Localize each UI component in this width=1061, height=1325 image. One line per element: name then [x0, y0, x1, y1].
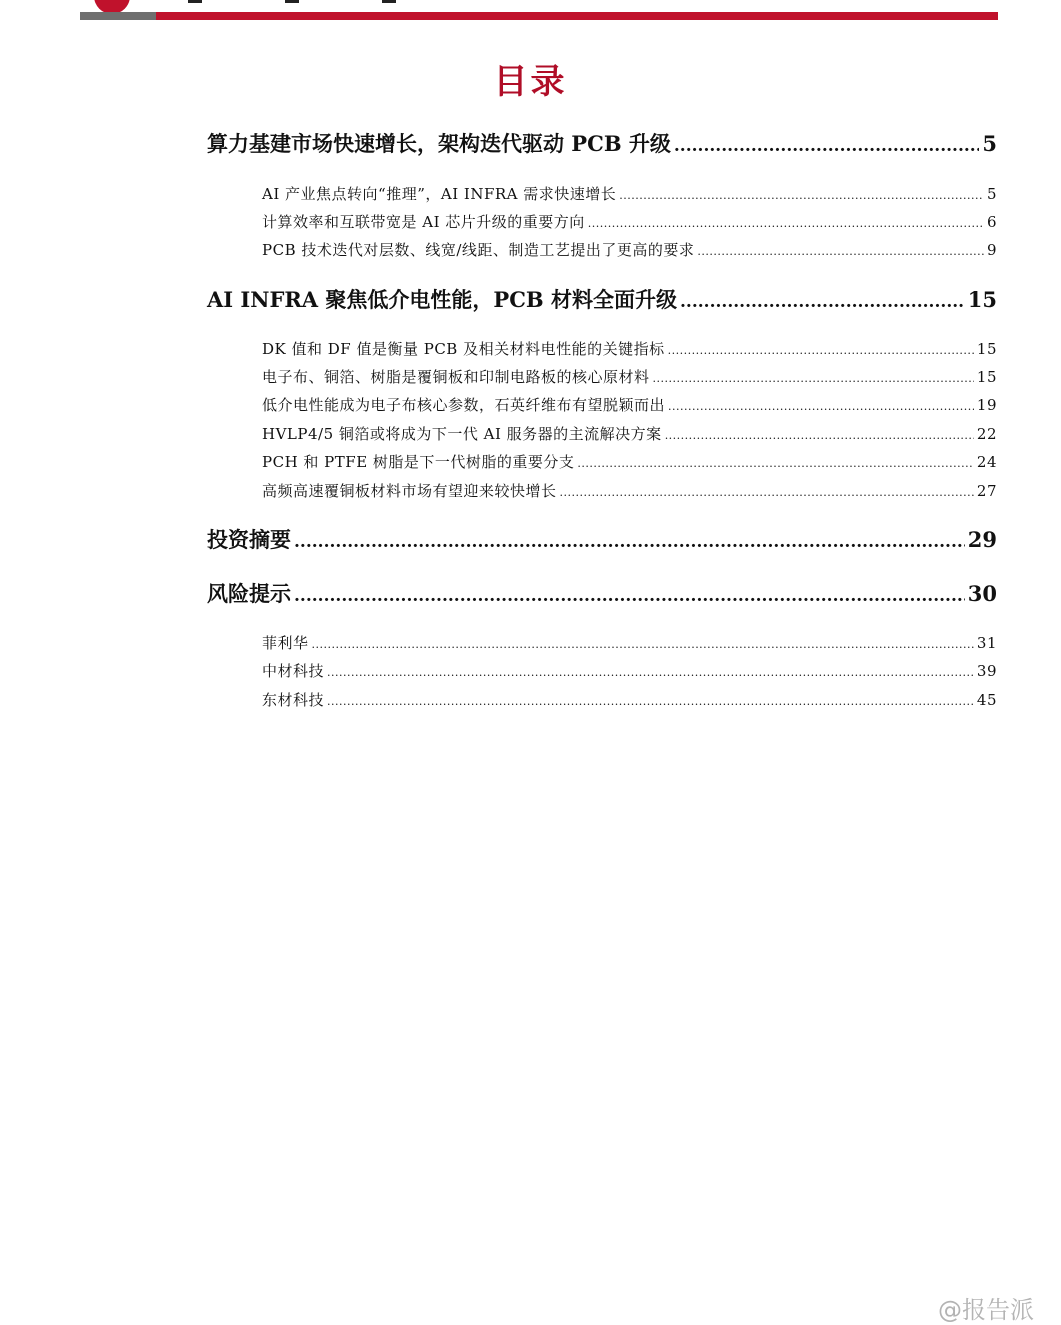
- toc-entry-level2[interactable]: [262, 394, 997, 415]
- toc-page-number: 19: [976, 396, 997, 414]
- leader-dots: [312, 638, 974, 651]
- toc-entry-title: HVLP4/5 铜箔或将成为下一代 AI 服务器的主流解决方案: [262, 425, 662, 443]
- toc-entry-level2[interactable]: [262, 338, 997, 359]
- toc-entry-level2[interactable]: [262, 632, 997, 653]
- header-red-bar: [156, 12, 998, 20]
- toc-entry-title: 东材科技: [262, 691, 325, 709]
- header-fragment-mark: [382, 0, 396, 3]
- toc-entry-title: 菲利华: [262, 634, 309, 652]
- leader-dots: [668, 344, 974, 357]
- leader-dots: [619, 189, 984, 202]
- toc-entry-title: 电子布、铜箔、树脂是覆铜板和印制电路板的核心原材料: [262, 368, 650, 386]
- leader-dots: [560, 486, 974, 499]
- toc-page-number: 24: [976, 453, 997, 471]
- header-gray-bar: [80, 12, 156, 20]
- toc-entry-level2[interactable]: [262, 211, 997, 232]
- toc-entry-title: 算力基建市场快速增长，架构迭代驱动 PCB 升级: [207, 131, 671, 156]
- toc-entry-level2[interactable]: [262, 689, 997, 710]
- toc-entry-level2[interactable]: [262, 451, 997, 472]
- leader-dots: [588, 217, 984, 230]
- toc-page-number: 5: [986, 185, 997, 203]
- toc-entry-level2[interactable]: [262, 183, 997, 204]
- toc-entry-level1[interactable]: [207, 578, 997, 608]
- toc-entry-level1[interactable]: [207, 524, 997, 554]
- toc-page-number: 29: [967, 527, 997, 552]
- toc-page-number: 30: [967, 581, 997, 606]
- toc-entry-title: 低介电性能成为电子布核心参数，石英纤维布有望脱颖而出: [262, 396, 666, 414]
- header-band: [80, 0, 998, 22]
- toc-page-number: 6: [986, 213, 997, 231]
- toc-entry-title: AI 产业焦点转向“推理”，AI INFRA 需求快速增长: [262, 185, 617, 203]
- leader-dots: [665, 429, 974, 442]
- leader-dots: [327, 695, 974, 708]
- toc-page-number: 15: [976, 368, 997, 386]
- toc-entry-level2[interactable]: [262, 423, 997, 444]
- toc-entry-level2[interactable]: [262, 660, 997, 681]
- toc-page-number: 27: [976, 482, 997, 500]
- leader-dots: [680, 292, 965, 312]
- toc-page-number: 5: [982, 131, 997, 156]
- toc-page-number: 45: [976, 691, 997, 709]
- leader-dots: [327, 666, 974, 679]
- toc-entry-title: DK 值和 DF 值是衡量 PCB 及相关材料电性能的关键指标: [262, 340, 665, 358]
- toc-entry-level2[interactable]: [262, 239, 997, 260]
- leader-dots: [294, 586, 965, 606]
- toc-page-number: 31: [976, 634, 997, 652]
- header-fragment-mark: [188, 0, 202, 3]
- leader-dots: [653, 372, 974, 385]
- toc-entry-level1[interactable]: [207, 284, 997, 314]
- toc-entry-title: 风险提示: [207, 581, 291, 606]
- toc-entry-title: 计算效率和互联带宽是 AI 芯片升级的重要方向: [262, 213, 585, 231]
- toc-entry-title: 投资摘要: [207, 527, 291, 552]
- toc-entry-title: AI INFRA 聚焦低介电性能，PCB 材料全面升级: [207, 287, 677, 312]
- toc-page-number: 15: [967, 287, 997, 312]
- leader-dots: [674, 136, 980, 156]
- toc-page-number: 9: [986, 241, 997, 259]
- toc-page-number: 15: [976, 340, 997, 358]
- watermark: @报告派: [938, 1296, 1034, 1324]
- toc-entry-title: 高频高速覆铜板材料市场有望迎来较快增长: [262, 482, 557, 500]
- leader-dots: [294, 532, 965, 552]
- toc-entry-level2[interactable]: [262, 366, 997, 387]
- toc-entry-title: PCB 技术迭代对层数、线宽/线距、制造工艺提出了更高的要求: [262, 241, 695, 259]
- toc-entry-title: PCH 和 PTFE 树脂是下一代树脂的重要分支: [262, 453, 575, 471]
- leader-dots: [697, 245, 984, 258]
- leader-dots: [577, 457, 973, 470]
- header-fragment-mark: [285, 0, 299, 3]
- toc-page-number: 39: [976, 662, 997, 680]
- toc-entry-level1[interactable]: [207, 128, 997, 158]
- page-title: 目录: [493, 62, 568, 102]
- leader-dots: [668, 400, 974, 413]
- toc-page-number: 22: [976, 425, 997, 443]
- toc-entry-title: 中材科技: [262, 662, 325, 680]
- toc-entry-level2[interactable]: [262, 480, 997, 501]
